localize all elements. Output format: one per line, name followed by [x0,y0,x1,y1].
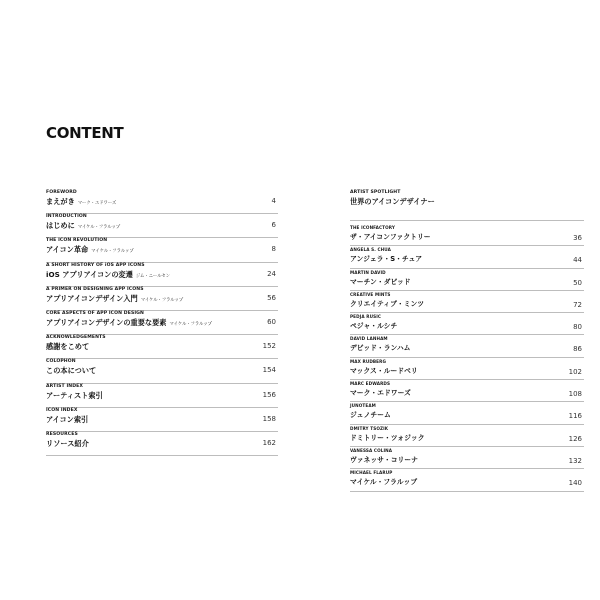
entry-author: マーク・エドワーズ [77,201,117,206]
section-title-jp: 世界のアイコンデザイナー [350,197,435,206]
entry-title-en: MARC EDWARDS [350,381,391,387]
entry-title-en: ACKNOWLEDGEMENTS [46,335,106,341]
entry-title-en: CREATIVE MINTS [350,291,391,297]
toc-entry-acknowledgements[interactable] [46,335,278,359]
entry-title-en: MARTIN DAVID [350,269,386,275]
entry-page-number: 152 [262,342,276,351]
section-title-en: ARTIST SPOTLIGHT [350,190,401,195]
entry-page-number: 50 [573,278,582,287]
toc-entry-primer[interactable] [46,287,278,311]
entry-title-jp: マーチン・ダビッド [350,277,411,286]
entry-title-en: MAX RUDBERG [350,358,387,364]
entry-title-en: ICON INDEX [46,407,78,413]
toc-entry-junoteam[interactable] [350,402,584,424]
toc-entry-vanessa-colina[interactable] [350,447,584,469]
entry-page-number: 8 [271,245,276,254]
entry-title-jp: ペジャ・ルシチ [350,322,398,331]
entry-page-number: 44 [573,256,582,265]
entry-title-en: A PRIMER ON DESIGNING APP ICONS [46,286,144,292]
entry-page-number: 156 [262,390,276,399]
entry-author: マイケル・フラルップ [169,321,212,327]
entry-page-number: 56 [267,293,276,302]
entry-title-jp: アイコン革命 マイケル・フラルップ [46,245,134,255]
entry-title-jp: アプリアイコンデザイン入門 マイケル・フラルップ [46,293,184,303]
entry-title-jp: ザ・アイコンファクトリー [350,233,431,241]
toc-entry-martin-david[interactable] [350,269,584,291]
entry-title-jp: アーティスト索引 [46,390,103,400]
entry-author: ジム・ニールセン [135,273,171,279]
entry-page-number: 126 [568,434,582,443]
entry-page-number: 102 [568,367,582,376]
artist-spotlight-header [350,190,584,221]
entry-author: マイケル・フラルップ [77,225,121,231]
entry-title-en: DMITRY TSOZIK [350,425,389,431]
page-title: CONTENT [46,124,124,142]
entry-title-en: ANGELA S. CHUA [350,247,391,253]
toc-entry-creative-mints[interactable] [350,291,584,313]
toc-entry-core-aspects[interactable] [46,311,278,335]
toc-entry-iconfactory[interactable] [350,224,584,246]
entry-page-number: 158 [262,414,276,423]
entry-title-en: THE ICON REVOLUTION [46,238,108,244]
entry-title-jp: マックス・ルードベリ [350,366,418,375]
entry-title-jp: アンジェラ・S・チュア [350,255,423,264]
entry-title-jp: デビッド・ランハム [350,344,411,353]
entry-page-number: 24 [267,269,276,278]
entry-title-jp: マーク・エドワーズ [350,389,411,398]
entry-title-jp: 感謝をこめて [46,342,90,352]
entry-title-en: DAVID LANHAM [350,336,388,342]
toc-entry-artist-index[interactable] [46,384,278,408]
entry-title-jp: クリエイティブ・ミンツ [350,299,425,308]
toc-entry-introduction[interactable] [46,214,278,238]
entry-title-en: THE ICONFACTORY [350,225,396,230]
entry-title-jp: リソース紹介 [46,438,89,448]
entry-page-number: 162 [262,438,276,447]
entry-page-number: 132 [568,456,582,465]
entry-title-en: COLOPHON [46,359,76,365]
entry-page-number: 116 [568,412,582,421]
entry-title-jp: アイコン索引 [46,414,89,424]
entry-title-jp: iOS アプリアイコンの変遷 ジム・ニールセン [46,269,171,279]
entry-title-jp: マイケル・フラルップ [350,478,418,487]
entry-title-en: FOREWORD [46,190,77,195]
entry-title-jp: アプリアイコンデザインの重要な要素 マイケル・フラルップ [46,317,212,327]
toc-entry-colophon[interactable] [46,359,278,383]
toc-entry-max-rudberg[interactable] [350,358,584,380]
entry-title-en: CORE ASPECTS OF APP ICON DESIGN [46,310,144,316]
entry-title-jp: ジュノチーム [350,411,391,420]
entry-title-jp: まえがき マーク・エドワーズ [46,197,117,206]
contents-right-column [350,190,584,492]
entry-title-jp: この本について [46,366,97,376]
entry-page-number: 72 [573,300,582,309]
entry-title-en: ARTIST INDEX [46,383,84,389]
entry-title-jp: ヴァネッサ・コリーナ [350,455,418,464]
toc-entry-david-lanham[interactable] [350,335,584,357]
entry-author: マイケル・フラルップ [91,249,134,255]
toc-entry-foreword[interactable] [46,190,278,214]
contents-left-column [46,190,278,456]
entry-title-jp: ドミトリー・ツォジック [350,433,425,442]
entry-page-number: 154 [262,366,276,375]
toc-entry-ios-history[interactable] [46,263,278,287]
toc-entry-pedja-rusic[interactable] [350,313,584,335]
entry-author: マイケル・フラルップ [140,297,184,303]
toc-entry-angela-chua[interactable] [350,246,584,268]
entry-title-en: RESOURCES [46,431,78,437]
entry-title-en: PEDJA RUSIC [350,314,382,320]
entry-title-en: A SHORT HISTORY OF iOS APP ICONS [46,262,145,268]
entry-title-jp: はじめに マイケル・フラルップ [46,221,121,231]
toc-entry-michael-flarup[interactable] [350,469,584,491]
entry-page-number: 60 [267,317,276,326]
entry-title-en: MICHAEL FLARUP [350,470,393,476]
toc-entry-marc-edwards[interactable] [350,380,584,402]
toc-entry-resources[interactable] [46,432,278,456]
entry-page-number: 6 [271,221,276,230]
entry-page-number: 86 [573,345,582,354]
toc-entry-dmitry-tsozik[interactable] [350,425,584,447]
entry-title-en: VANESSA COLINA [350,447,393,453]
entry-page-number: 36 [573,234,582,242]
entry-title-en: JUNOTEAM [350,403,376,409]
entry-page-number: 140 [568,479,582,488]
entry-page-number: 108 [568,390,582,399]
entry-page-number: 80 [573,323,582,332]
toc-entry-icon-index[interactable] [46,408,278,432]
entry-title-en: INTRODUCTION [46,214,87,220]
toc-entry-icon-revolution[interactable] [46,238,278,262]
entry-page-number: 4 [271,197,276,205]
